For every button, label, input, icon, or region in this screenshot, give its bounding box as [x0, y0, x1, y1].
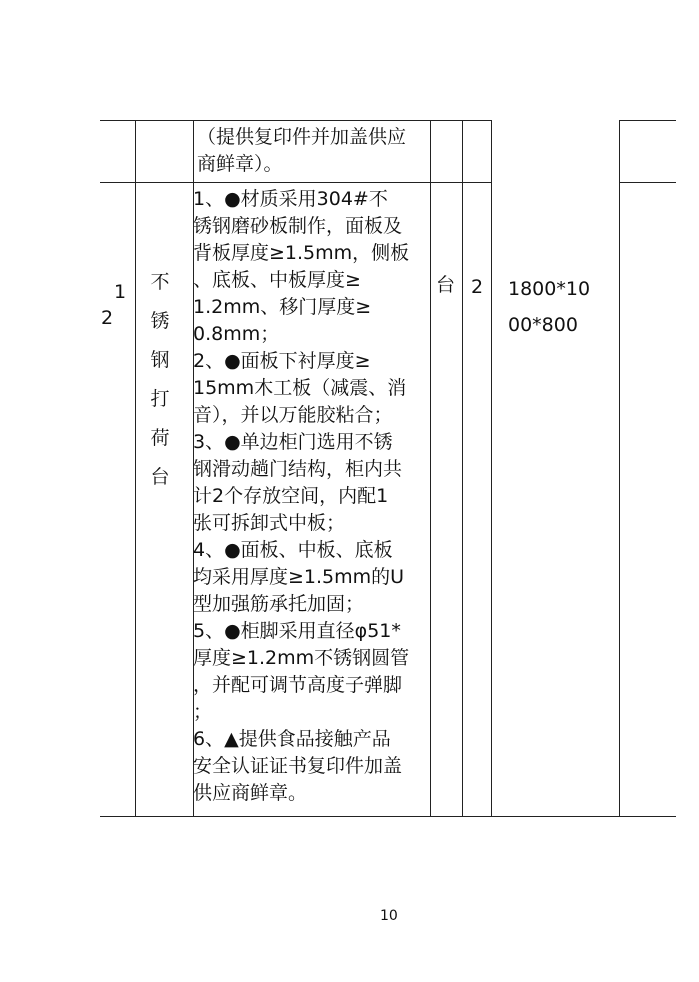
spec-line: 0.8mm； [193, 323, 280, 345]
column-divider [619, 120, 620, 817]
spec-line: 5、●柜脚采用直径φ51* [193, 620, 401, 642]
spec-line: 6、▲提供食品接触产品 [193, 728, 391, 750]
spec-line: 锈钢磨砂板制作，面板及 [193, 215, 403, 237]
table-bottom-border [100, 816, 676, 817]
spec-line: 、底板、中板厚度≥ [193, 269, 361, 291]
table-top-border-right [620, 120, 676, 121]
column-divider [430, 120, 431, 817]
spec-line: ，并配可调节高度子弹脚 [193, 674, 403, 696]
item-name-char: 台 [150, 466, 170, 488]
spec-line: 厚度≥1.2mm不锈钢圆管 [193, 647, 410, 669]
column-divider [491, 120, 492, 817]
item-name-char: 打 [150, 388, 170, 410]
item-name-char: 锈 [150, 310, 170, 332]
spec-line: 安全认证证书复印件加盖 [193, 755, 403, 777]
spec-line: 4、●面板、中板、底板 [193, 539, 393, 561]
item-quantity: 2 [471, 276, 484, 298]
row-index-line-2: 2 [101, 307, 114, 329]
spec-line: 15mm木工板（减震、消 [193, 377, 407, 399]
size-line: 00*800 [508, 314, 578, 336]
spec-line: 计2个存放空间，内配1 [193, 485, 389, 507]
spec-line: 1、●材质采用304#不 [193, 188, 388, 210]
item-name-char: 不 [150, 271, 170, 293]
spec-line: （提供复印件并加盖供应 [197, 126, 407, 148]
item-size [508, 271, 590, 343]
page-number: 10 [380, 908, 398, 924]
row-divider [100, 182, 491, 183]
row-index-line-1: 1 [114, 281, 127, 303]
item-unit: 台 [436, 274, 456, 296]
spec-line: 供应商鲜章。 [193, 782, 308, 804]
top-row-spec [197, 124, 406, 178]
spec-line: 2、●面板下衬厚度≥ [193, 350, 371, 372]
spec-line: 钢滑动趟门结构，柜内共 [193, 458, 403, 480]
item-name-char: 荷 [150, 427, 170, 449]
spec-line: 3、●单边柜门选用不锈 [193, 431, 393, 453]
size-line: 1800*10 [508, 278, 591, 300]
item-name [145, 263, 175, 497]
table-top-border-left [100, 120, 491, 121]
spec-line: 型加强筋承托加固； [193, 593, 365, 615]
column-divider [135, 120, 136, 817]
spec-line: 商鲜章）。 [197, 153, 283, 175]
column-divider [462, 120, 463, 817]
spec-line: ； [193, 701, 213, 723]
spec-line: 张可拆卸式中板； [193, 512, 346, 534]
spec-line: 音），并以万能胶粘合； [193, 404, 393, 426]
spec-line: 1.2mm、移门厚度≥ [193, 296, 372, 318]
spec-line: 背板厚度≥1.5mm，侧板 [193, 242, 410, 264]
item-spec [193, 186, 409, 807]
item-name-char: 钢 [150, 349, 170, 371]
spec-line: 均采用厚度≥1.5mm的U [193, 566, 405, 588]
row-divider-right [620, 182, 676, 183]
